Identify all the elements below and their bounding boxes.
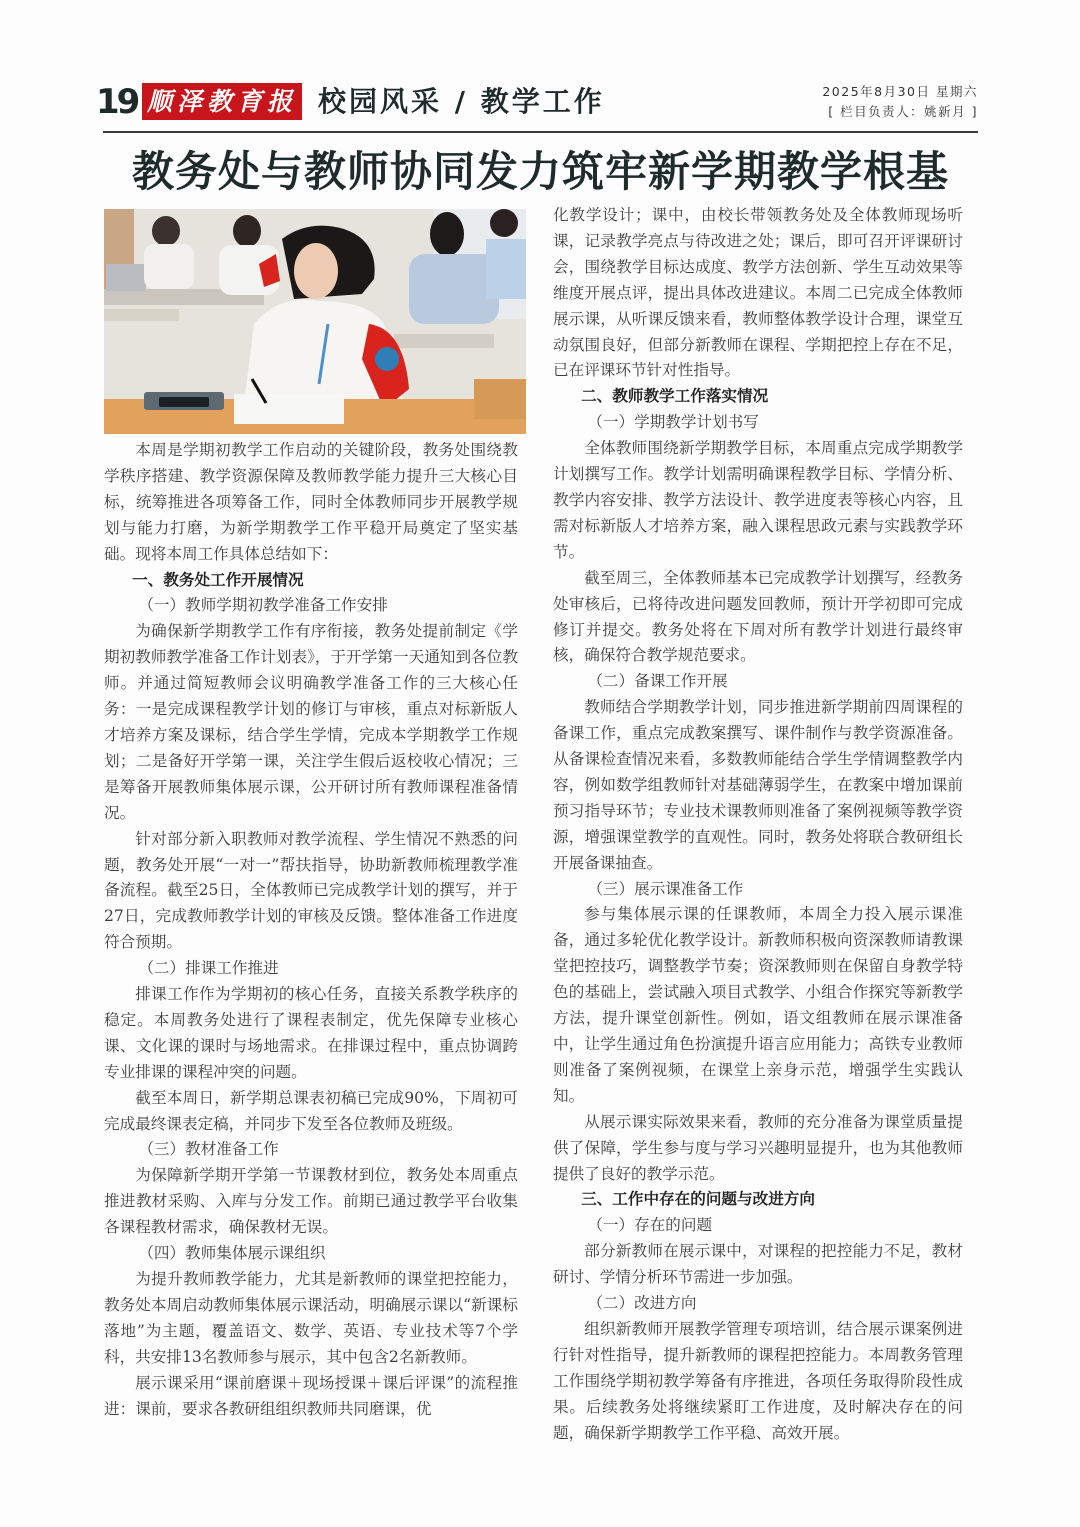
section-heading-3: 三、工作中存在的问题与改进方向 bbox=[581, 1190, 815, 1209]
paragraph: 从展示课实际效果来看，教师的充分准备为课堂质量提供了保障，学生参与度与学习兴趣明显提升，也为其他教师提供了良好的教学示范。 bbox=[553, 1112, 963, 1183]
paragraph: 为保障新学期开学第一节课教材到位，教务处本周重点推进教材采购、入库与分发工作。前期已通过教学平台收集各课程教材需求，确保教材无误。 bbox=[104, 1166, 518, 1237]
paragraph: 为确保新学期教学工作有序衔接，教务处提前制定《学期初教师教学准备工作计划表》，于开学第一天通知到各位教师。并通过简短教师会议明确教学准备工作的三大核心任务：一是完成课程教学计划的修订与审核，重点对标新版人才培养方案及课标，结合学生学情，完成本学期教学工作规划；二是备好开学第一课，关注学生假后返校收心情况；三是筹备开展教师集体展示课，公开研讨所有教师课程准备情况。 bbox=[104, 622, 518, 822]
paragraph: 部分新教师在展示课中，对课程的把控能力不足，教材研讨、学情分析环节需进一步加强。 bbox=[553, 1242, 963, 1287]
subsection-heading-2-1: （一）学期教学计划书写 bbox=[587, 413, 759, 432]
paragraph: 全体教师围绕新学期教学目标，本周重点完成学期教学计划撰写工作。教学计划需明确课程教学目标、学情分析、教学内容安排、教学方法设计、教学进度表等核心内容，且需对标新版人才培养方案，融入课程思政元素与实践教学环节。 bbox=[553, 439, 963, 561]
paragraph: 排课工作作为学期初的核心任务，直接关系教学秩序的稳定。本周教务处进行了课程表制定，优先保障专业核心课、文化课的课时与场地需求。在排课过程中，重点协调跨专业排课的课程冲突的问题。 bbox=[104, 985, 518, 1081]
classroom-photo bbox=[104, 209, 526, 434]
column-editor: [ 栏目负责人：姚新月 ] bbox=[828, 104, 978, 119]
header-rule bbox=[103, 131, 978, 133]
issue-meta bbox=[822, 82, 978, 122]
paragraph-continued: 化教学设计；课中，由校长带领教务处及全体教师现场听课，记录教学亮点与待改进之处；课后，即可召开评课研讨会，围绕教学目标达成度、教学方法创新、学生互动效果等维度开展点评，提出具体改进建议。本周二已完成全体教师展示课，从听课反馈来看，教师整体教学设计合理，课堂互动氛围良好，但部分新教师在课程、学期把控上存在不足，已在评课环节针对性指导。 bbox=[553, 206, 963, 380]
newspaper-logo: 顺泽教育报 bbox=[142, 83, 302, 120]
article-headline: 教务处与教师协同发力筑牢新学期教学根基 bbox=[131, 147, 949, 196]
paragraph: 参与集体展示课的任课教师，本周全力投入展示课准备，通过多轮优化教学设计。新教师积极向资深教师请教课堂把控技巧，调整教学节奏；资深教师则在保留自身教学特色的基础上，尝试融入项目式教学、小组合作探究等新教学方法，提升课堂创新性。例如，语文组教师在展示课准备中，让学生通过角色扮演提升语言应用能力；高铁专业教师则准备了案例视频，在课堂上亲身示范，增强学生实践认知。 bbox=[553, 905, 963, 1105]
article-column-left bbox=[104, 438, 518, 1422]
subsection-heading-1-2: （二）排课工作推进 bbox=[138, 959, 279, 978]
subsection-heading-1-3: （三）教材准备工作 bbox=[138, 1140, 279, 1159]
section-heading-2: 二、教师教学工作落实情况 bbox=[581, 387, 769, 406]
page-number: 19 bbox=[96, 82, 138, 122]
subsection-heading-2-3: （三）展示课准备工作 bbox=[587, 879, 744, 898]
paragraph: 教师结合学期教学计划，同步推进新学期前四周课程的备课工作，重点完成教案撰写、课件制作与教学资源准备。从备课检查情况来看，多数教师能结合学生学情调整教学内容，例如数学组教师针对基础薄弱学生，在教案中增加课前预习指导环节；专业技术课教师则准备了案例视频等教学资源，增强课堂教学的直观性。同时，教务处将联合教研组长开展备课抽查。 bbox=[553, 698, 963, 872]
intro-paragraph: 本周是学期初教学工作启动的关键阶段，教务处围绕教学秩序搭建、教学资源保障及教师教学能力提升三大核心目标，统筹推进各项筹备工作，同时全体教师同步开展教学规划与能力打磨，为新学期教学工作平稳开局奠定了坚实基础。现将本周工作具体总结如下： bbox=[104, 441, 518, 563]
article-column-right bbox=[553, 203, 963, 1447]
subsection-heading-3-1: （一）存在的问题 bbox=[587, 1216, 713, 1235]
issue-date: 2025年8月30日 星期六 bbox=[822, 84, 978, 99]
paragraph: 组织新教师开展教学管理专项培训，结合展示课案例进行针对性指导，提升新教师的课程把控能力。本周教务管理工作围绕学期初教学筹备有序推进，各项任务取得阶段性成果。后续教务处将继续紧盯工作进度，及时解决存在的问题，确保新学期教学工作平稳、高效开展。 bbox=[553, 1319, 963, 1442]
subsection-heading-1-4: （四）教师集体展示课组织 bbox=[138, 1244, 326, 1263]
subsection-heading-1-1: （一）教师学期初教学准备工作安排 bbox=[138, 596, 388, 615]
section-heading-1: 一、教务处工作开展情况 bbox=[132, 570, 304, 589]
paragraph: 截至本周日，新学期总课表初稿已完成90%，下周初可完成最终课表定稿，并同步下发至各位教师及班级。 bbox=[104, 1088, 518, 1133]
section-title: 校园风采 / 教学工作 bbox=[318, 85, 605, 118]
subsection-heading-2-2: （二）备课工作开展 bbox=[587, 672, 728, 691]
classroom-photo-illustration bbox=[104, 209, 526, 434]
paragraph: 截至周三，全体教师基本已完成教学计划撰写，经教务处审核后，已将待改进问题发回教师，预计开学初即可完成修订并提交。教务处将在下周对所有教学计划进行最终审核，确保符合教学规范要求。 bbox=[553, 568, 963, 665]
paragraph: 针对部分新入职教师对教学流程、学生情况不熟悉的问题，教务处开展“一对一”帮扶指导，协助新教师梳理教学准备流程。截至25日，全体教师已完成教学计划的撰写，并于27日，完成教师教学计划的审核及反馈。整体准备工作进度符合预期。 bbox=[104, 829, 518, 952]
paragraph: 为提升教师教学能力，尤其是新教师的课堂把控能力，教务处本周启动教师集体展示课活动，明确展示课以“新课标落地”为主题，覆盖语文、数学、英语、专业技术等7个学科，共安排13名教师参与展示，其中包含2名新教师。 bbox=[104, 1270, 518, 1366]
paragraph: 展示课采用“课前磨课＋现场授课＋课后评课”的流程推进：课前，要求各教研组组织教师共同磨课，优 bbox=[104, 1373, 518, 1418]
subsection-heading-3-2: （二）改进方向 bbox=[587, 1294, 697, 1313]
masthead bbox=[96, 80, 978, 124]
